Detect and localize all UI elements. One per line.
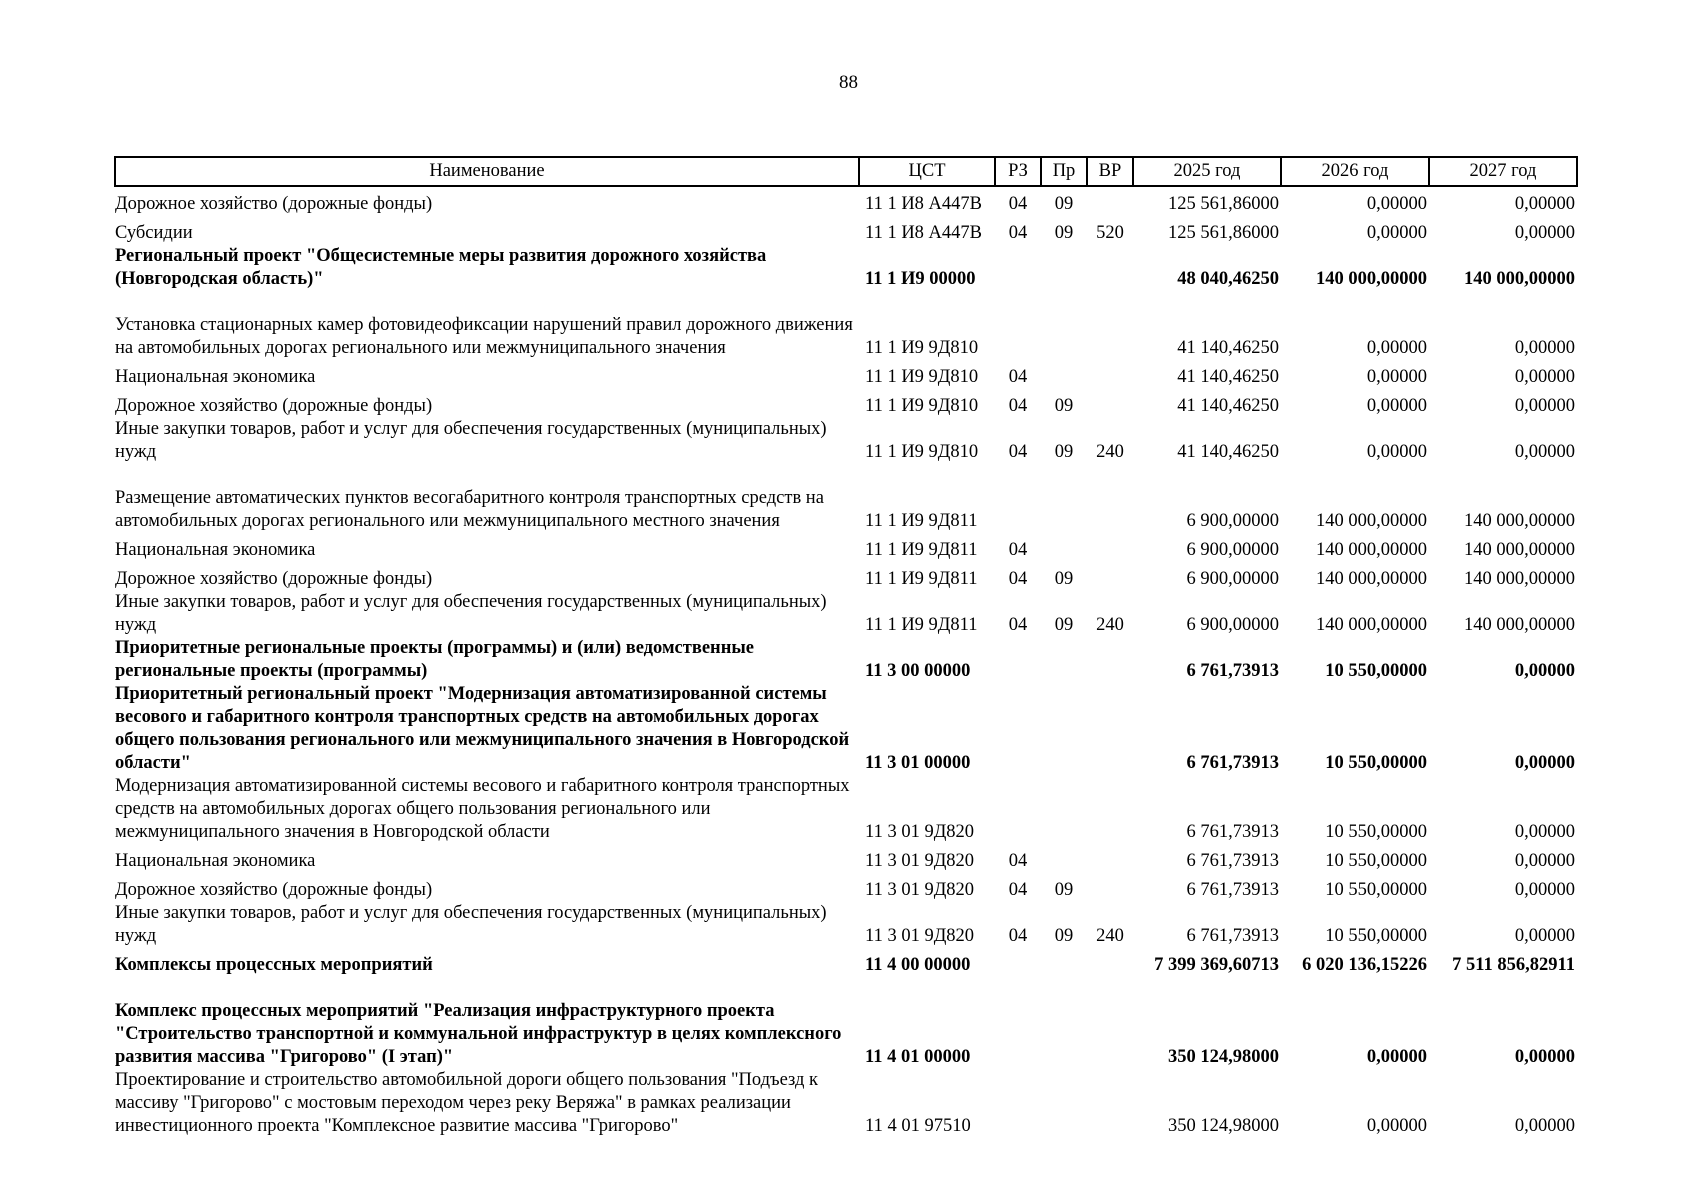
row-rz: 04 (1008, 540, 1028, 560)
row-2025: 125 561,86000 (1168, 223, 1279, 243)
table-row (115, 418, 1577, 464)
row-2026: 6 020 136,15226 (1302, 955, 1427, 975)
row-2027: 0,00000 (1514, 1116, 1575, 1136)
budget-table (114, 156, 1578, 1138)
row-2025: 6 761,73913 (1186, 851, 1279, 871)
row-2025: 6 761,73913 (1186, 880, 1279, 900)
row-rz: 04 (1008, 880, 1028, 900)
row-rz (995, 637, 1041, 683)
row-cst: 11 3 01 9Д820 (865, 880, 975, 900)
row-2025: 6 900,00000 (1186, 569, 1279, 589)
header-pr: Пр (1041, 157, 1087, 186)
row-2026: 10 550,00000 (1325, 880, 1427, 900)
row-2025: 350 124,98000 (1168, 1116, 1279, 1136)
row-rz (995, 977, 1041, 1069)
table-row (115, 389, 1577, 418)
row-name: Приоритетные региональные проекты (программы) и (или) ведомственные региональные проекты (программы) (115, 638, 755, 681)
row-2026: 0,00000 (1366, 223, 1427, 243)
row-2025: 6 761,73913 (1186, 661, 1279, 681)
row-2027: 0,00000 (1514, 367, 1575, 387)
header-cst: ЦСТ (859, 157, 995, 186)
row-name: Комплексы процессных мероприятий (115, 955, 433, 975)
row-2027: 0,00000 (1514, 880, 1575, 900)
row-cst: 11 1 И9 9Д810 (865, 396, 979, 416)
row-name: Приоритетный региональный проект "Модернизация автоматизированной системы весового и габаритного контроля транспортных средств на автомобильных дорогах общего пользования регионального или межмуниципального значения в Новгородской области" (115, 684, 850, 773)
table-row (115, 844, 1577, 873)
page-number: 88 (839, 72, 858, 93)
row-2026: 0,00000 (1366, 396, 1427, 416)
table-row (115, 291, 1577, 360)
row-cst: 11 1 И9 9Д811 (865, 511, 978, 531)
row-pr (1041, 360, 1087, 389)
row-rz: 04 (1008, 851, 1028, 871)
row-rz (995, 464, 1041, 533)
table-row (115, 186, 1577, 216)
row-2027: 0,00000 (1514, 396, 1575, 416)
row-2025: 6 900,00000 (1186, 511, 1279, 531)
row-rz: 04 (1008, 396, 1028, 416)
row-vr (1087, 683, 1133, 775)
row-name: Субсидии (115, 223, 193, 243)
row-2025: 125 561,86000 (1168, 194, 1279, 214)
row-2026: 140 000,00000 (1316, 540, 1427, 560)
row-vr (1087, 533, 1133, 562)
row-2027: 0,00000 (1514, 661, 1575, 681)
table-row (115, 977, 1577, 1069)
row-vr (1087, 775, 1133, 844)
row-2026: 0,00000 (1366, 442, 1427, 462)
row-rz (995, 245, 1041, 291)
row-2025: 6 761,73913 (1186, 753, 1279, 773)
row-rz (995, 683, 1041, 775)
row-cst: 11 4 01 00000 (865, 1047, 971, 1067)
row-rz: 04 (1008, 367, 1028, 387)
row-pr (1041, 637, 1087, 683)
row-rz: 04 (1008, 223, 1028, 243)
row-vr (1087, 977, 1133, 1069)
row-2027: 140 000,00000 (1464, 540, 1575, 560)
row-name: Региональный проект "Общесистемные меры развития дорожного хозяйства (Новгородская область)" (115, 246, 767, 289)
row-cst: 11 1 И9 9Д810 (865, 367, 979, 387)
row-pr: 09 (1054, 615, 1074, 635)
table-row (115, 948, 1577, 977)
row-cst: 11 3 00 00000 (865, 661, 971, 681)
row-2025: 7 399 369,60713 (1154, 955, 1279, 975)
row-2027: 0,00000 (1514, 442, 1575, 462)
row-name: Модернизация автоматизированной системы весового и габаритного контроля транспортных средств на автомобильных дорогах общего пользования регионального или межмуниципального значения в Новгородской области (115, 776, 850, 842)
row-pr (1041, 533, 1087, 562)
row-2025: 48 040,46250 (1177, 269, 1279, 289)
row-2026: 0,00000 (1366, 338, 1427, 358)
row-name: Иные закупки товаров, работ и услуг для обеспечения государственных (муниципальных) нужд (115, 903, 827, 946)
row-vr (1087, 562, 1133, 591)
row-vr (1087, 464, 1133, 533)
row-name: Размещение автоматических пунктов весогабаритного контроля транспортных средств на автомобильных дорогах регионального или межмуниципального местного значения (115, 488, 824, 531)
row-cst: 11 3 01 9Д820 (865, 822, 975, 842)
table-row (115, 1069, 1577, 1138)
row-cst: 11 3 01 00000 (865, 753, 971, 773)
row-pr (1041, 844, 1087, 873)
row-2026: 0,00000 (1366, 1116, 1427, 1136)
row-2026: 140 000,00000 (1316, 269, 1427, 289)
row-cst: 11 1 И9 9Д810 (865, 338, 979, 358)
row-pr (1041, 291, 1087, 360)
row-name: Национальная экономика (115, 851, 316, 871)
row-name: Дорожное хозяйство (дорожные фонды) (115, 396, 433, 416)
row-vr (1087, 948, 1133, 977)
table-row (115, 683, 1577, 775)
row-pr: 09 (1054, 569, 1074, 589)
table-header-row (115, 157, 1577, 186)
row-name: Установка стационарных камер фотовидеофиксации нарушений правил дорожного движения на автомобильных дорогах регионального или межмуниципального значения (115, 315, 853, 358)
row-2027: 140 000,00000 (1464, 269, 1575, 289)
row-2027: 0,00000 (1514, 753, 1575, 773)
row-pr (1041, 464, 1087, 533)
row-vr (1087, 844, 1133, 873)
row-pr (1041, 1069, 1087, 1138)
row-name: Национальная экономика (115, 367, 316, 387)
row-rz: 04 (1008, 194, 1028, 214)
row-2027: 7 511 856,82911 (1452, 955, 1575, 975)
row-vr: 520 (1096, 223, 1124, 243)
row-rz: 04 (1008, 442, 1028, 462)
table-row (115, 902, 1577, 948)
row-pr (1041, 948, 1087, 977)
row-rz (995, 291, 1041, 360)
row-2026: 0,00000 (1366, 367, 1427, 387)
row-rz (995, 1069, 1041, 1138)
row-2026: 140 000,00000 (1316, 569, 1427, 589)
row-2026: 10 550,00000 (1325, 661, 1427, 681)
row-pr: 09 (1054, 194, 1074, 214)
row-2027: 140 000,00000 (1464, 569, 1575, 589)
row-pr: 09 (1054, 442, 1074, 462)
row-name: Иные закупки товаров, работ и услуг для обеспечения государственных (муниципальных) нужд (115, 419, 827, 462)
row-cst: 11 1 И9 00000 (865, 269, 976, 289)
row-cst: 11 3 01 9Д820 (865, 851, 975, 871)
row-pr: 09 (1054, 223, 1074, 243)
row-2025: 41 140,46250 (1177, 442, 1279, 462)
row-pr: 09 (1054, 926, 1074, 946)
row-name: Комплекс процессных мероприятий "Реализация инфраструктурного проекта "Строительство транспортной и коммунальной инфраструктур в целях комплексного развития массива "Григорово" (I этап)" (115, 1001, 842, 1067)
row-2027: 0,00000 (1514, 194, 1575, 214)
row-2027: 0,00000 (1514, 338, 1575, 358)
row-2025: 6 761,73913 (1186, 822, 1279, 842)
row-rz: 04 (1008, 569, 1028, 589)
row-2026: 10 550,00000 (1325, 753, 1427, 773)
row-vr: 240 (1096, 615, 1124, 635)
row-pr (1041, 977, 1087, 1069)
table-row (115, 637, 1577, 683)
row-rz (995, 775, 1041, 844)
row-pr (1041, 775, 1087, 844)
row-2025: 41 140,46250 (1177, 367, 1279, 387)
header-vr: ВР (1087, 157, 1133, 186)
row-vr (1087, 186, 1133, 216)
table-row (115, 775, 1577, 844)
row-name: Проектирование и строительство автомобильной дороги общего пользования "Подъезд к массиву "Григорово" с мостовым переходом через реку Веряжа" в рамках реализации инвестиционного проекта "Комплексное развитие массива "Григорово" (115, 1070, 818, 1136)
row-2027: 0,00000 (1514, 822, 1575, 842)
table-row (115, 216, 1577, 245)
row-vr (1087, 1069, 1133, 1138)
row-name: Дорожное хозяйство (дорожные фонды) (115, 569, 433, 589)
table-row (115, 245, 1577, 291)
row-cst: 11 4 00 00000 (865, 955, 971, 975)
row-name: Дорожное хозяйство (дорожные фонды) (115, 880, 433, 900)
row-rz: 04 (1008, 615, 1028, 635)
row-2026: 10 550,00000 (1325, 851, 1427, 871)
header-rz: РЗ (995, 157, 1041, 186)
row-2026: 10 550,00000 (1325, 926, 1427, 946)
row-2025: 41 140,46250 (1177, 396, 1279, 416)
row-2025: 6 761,73913 (1186, 926, 1279, 946)
row-2026: 140 000,00000 (1316, 511, 1427, 531)
row-cst: 11 1 И9 9Д811 (865, 569, 978, 589)
header-2025: 2025 год (1133, 157, 1281, 186)
row-vr: 240 (1096, 926, 1124, 946)
row-2027: 0,00000 (1514, 926, 1575, 946)
row-rz: 04 (1008, 926, 1028, 946)
row-cst: 11 1 И9 9Д811 (865, 540, 978, 560)
row-vr (1087, 360, 1133, 389)
row-2027: 0,00000 (1514, 223, 1575, 243)
row-cst: 11 1 И9 9Д811 (865, 615, 978, 635)
header-2027: 2027 год (1429, 157, 1577, 186)
row-name: Дорожное хозяйство (дорожные фонды) (115, 194, 433, 214)
header-name: Наименование (115, 157, 859, 186)
row-2027: 0,00000 (1514, 1047, 1575, 1067)
row-cst: 11 1 И8 А447В (865, 194, 982, 214)
table-row (115, 464, 1577, 533)
row-2025: 6 900,00000 (1186, 615, 1279, 635)
row-2027: 140 000,00000 (1464, 511, 1575, 531)
row-2025: 6 900,00000 (1186, 540, 1279, 560)
row-cst: 11 1 И9 9Д810 (865, 442, 979, 462)
row-rz (995, 948, 1041, 977)
row-vr (1087, 389, 1133, 418)
row-vr (1087, 873, 1133, 902)
row-cst: 11 4 01 97510 (865, 1116, 971, 1136)
row-pr: 09 (1054, 396, 1074, 416)
table-row (115, 533, 1577, 562)
row-cst: 11 1 И8 А447В (865, 223, 982, 243)
row-2026: 140 000,00000 (1316, 615, 1427, 635)
table-row (115, 873, 1577, 902)
row-name: Национальная экономика (115, 540, 316, 560)
row-pr (1041, 245, 1087, 291)
row-pr: 09 (1054, 880, 1074, 900)
row-pr (1041, 683, 1087, 775)
row-vr (1087, 245, 1133, 291)
table-row (115, 591, 1577, 637)
row-2026: 10 550,00000 (1325, 822, 1427, 842)
row-2025: 350 124,98000 (1168, 1047, 1279, 1067)
table-row (115, 360, 1577, 389)
row-2026: 0,00000 (1366, 194, 1427, 214)
row-vr (1087, 291, 1133, 360)
row-vr (1087, 637, 1133, 683)
row-2025: 41 140,46250 (1177, 338, 1279, 358)
table-row (115, 562, 1577, 591)
row-2027: 0,00000 (1514, 851, 1575, 871)
row-cst: 11 3 01 9Д820 (865, 926, 975, 946)
row-2026: 0,00000 (1366, 1047, 1427, 1067)
header-2026: 2026 год (1281, 157, 1429, 186)
row-2027: 140 000,00000 (1464, 615, 1575, 635)
row-vr: 240 (1096, 442, 1124, 462)
row-name: Иные закупки товаров, работ и услуг для обеспечения государственных (муниципальных) нужд (115, 592, 827, 635)
